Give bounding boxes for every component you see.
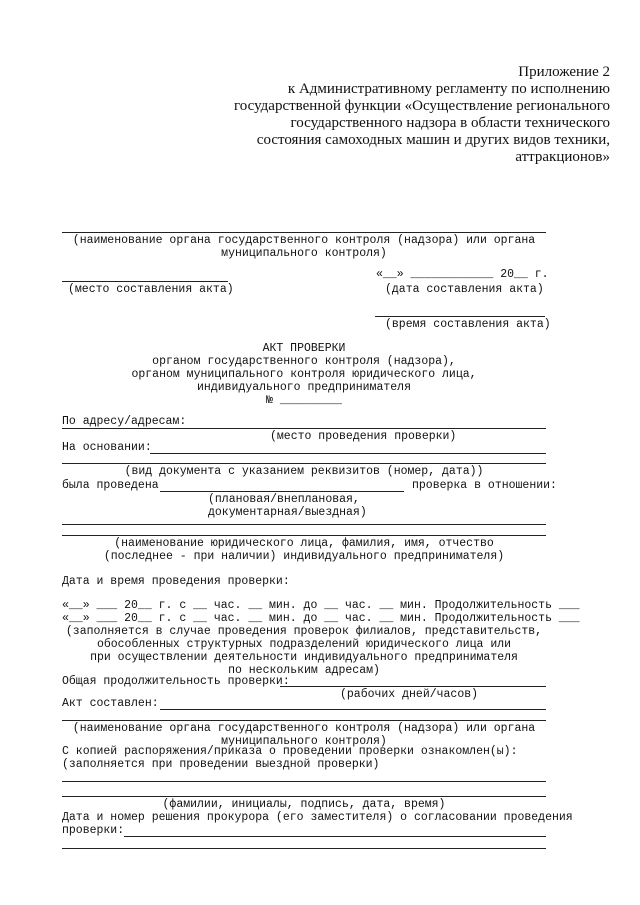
compiled-caption: (наименование органа государственного контроля (надзора) или органа	[72, 722, 536, 735]
basis-line[interactable]	[150, 453, 546, 454]
org-name-line[interactable]	[62, 232, 546, 233]
time-line[interactable]	[375, 316, 545, 317]
prosecutor-line[interactable]	[62, 848, 546, 849]
act-number[interactable]: № _________	[266, 394, 342, 407]
signature-line[interactable]	[62, 796, 546, 797]
appendix-title: Приложение 2	[518, 64, 610, 80]
check-type-line[interactable]	[160, 491, 404, 492]
act-subtitle: органом муниципального контроля юридического лица,	[131, 368, 477, 381]
branches-note: обособленных структурных подразделений юридического лица или	[96, 638, 512, 651]
signature-caption: (фамилии, инициалы, подпись, дата, время)	[162, 798, 446, 811]
prosecutor-line[interactable]	[124, 836, 546, 837]
address-caption: (место проведения проверки)	[270, 430, 457, 443]
appendix-line: к Административному регламенту по исполнению	[287, 81, 610, 97]
basis-line[interactable]	[62, 463, 546, 464]
check-type-caption: (плановая/внеплановая,	[208, 493, 360, 506]
appendix-line: государственной функции «Осуществление регионального	[233, 98, 610, 114]
conducted-label: была проведена	[62, 479, 159, 492]
place-line[interactable]	[62, 281, 228, 282]
date-caption: (дата составления акта)	[385, 283, 544, 296]
entity-caption: (последнее - при наличии) индивидуального предпринимателя)	[103, 550, 505, 563]
prosecutor-label: проверки:	[62, 824, 125, 837]
datetime-label: Дата и время проведения проверки:	[62, 575, 290, 588]
branches-note: (заполняется в случае проведения проверок филиалов, представительств,	[65, 625, 543, 638]
familiar-note: (заполняется при проведении выездной проверки)	[62, 758, 380, 771]
compiled-line[interactable]	[62, 720, 546, 721]
place-caption: (место составления акта)	[68, 283, 234, 296]
basis-label: На основании:	[62, 441, 152, 454]
org-name-caption: (наименование органа государственного контроля (надзора) или органа	[72, 234, 536, 247]
org-name-caption: муниципального контроля)	[221, 247, 387, 260]
act-subtitle: индивидуального предпринимателя	[197, 381, 411, 394]
appendix-line: состояния самоходных машин и других видов техники,	[256, 132, 610, 148]
compiled-label: Акт составлен:	[62, 697, 159, 710]
duration-label: Общая продолжительность проверки:	[62, 675, 290, 688]
entity-caption: (наименование юридического лица, фамилия, имя, отчество	[114, 537, 494, 550]
entity-line[interactable]	[62, 535, 546, 536]
act-title: АКТ ПРОВЕРКИ	[262, 342, 346, 355]
conducted-label-right: проверка в отношении:	[412, 479, 557, 492]
date-field[interactable]: «__» ____________ 20__ г.	[376, 268, 549, 281]
branches-note: при осуществлении деятельности индивидуального предпринимателя	[90, 651, 518, 664]
familiar-text: С копией распоряжения/приказа о проведении проверки ознакомлен(ы):	[62, 745, 518, 758]
duration-caption: (рабочих дней/часов)	[340, 688, 479, 701]
prosecutor-text: Дата и номер решения прокурора (его заместителя) о согласовании проведения	[62, 811, 573, 824]
act-subtitle: органом государственного контроля (надзора),	[152, 355, 456, 368]
appendix-line: государственного надзора в области технического	[290, 115, 610, 131]
datetime-row[interactable]: «__» ___ 20__ г. с __ час. __ мин. до __ час. __ мин. Продолжительность ___	[62, 599, 580, 612]
time-caption: (время составления акта)	[385, 318, 551, 331]
appendix-line: аттракционов»	[515, 149, 610, 165]
datetime-row[interactable]: «__» ___ 20__ г. с __ час. __ мин. до __ час. __ мин. Продолжительность ___	[62, 612, 580, 625]
compiled-caption: муниципального контроля)	[221, 735, 387, 748]
check-type-caption: документарная/выездная)	[208, 506, 367, 519]
compiled-line[interactable]	[160, 709, 546, 710]
basis-caption: (вид документа с указанием реквизитов (номер, дата))	[124, 465, 484, 478]
branches-note: по нескольким адресам)	[228, 664, 380, 677]
address-label: По адресу/адресам:	[62, 415, 187, 428]
signature-line[interactable]	[62, 781, 546, 782]
entity-line[interactable]	[62, 524, 546, 525]
address-line[interactable]	[62, 428, 546, 429]
duration-line[interactable]	[280, 686, 546, 687]
